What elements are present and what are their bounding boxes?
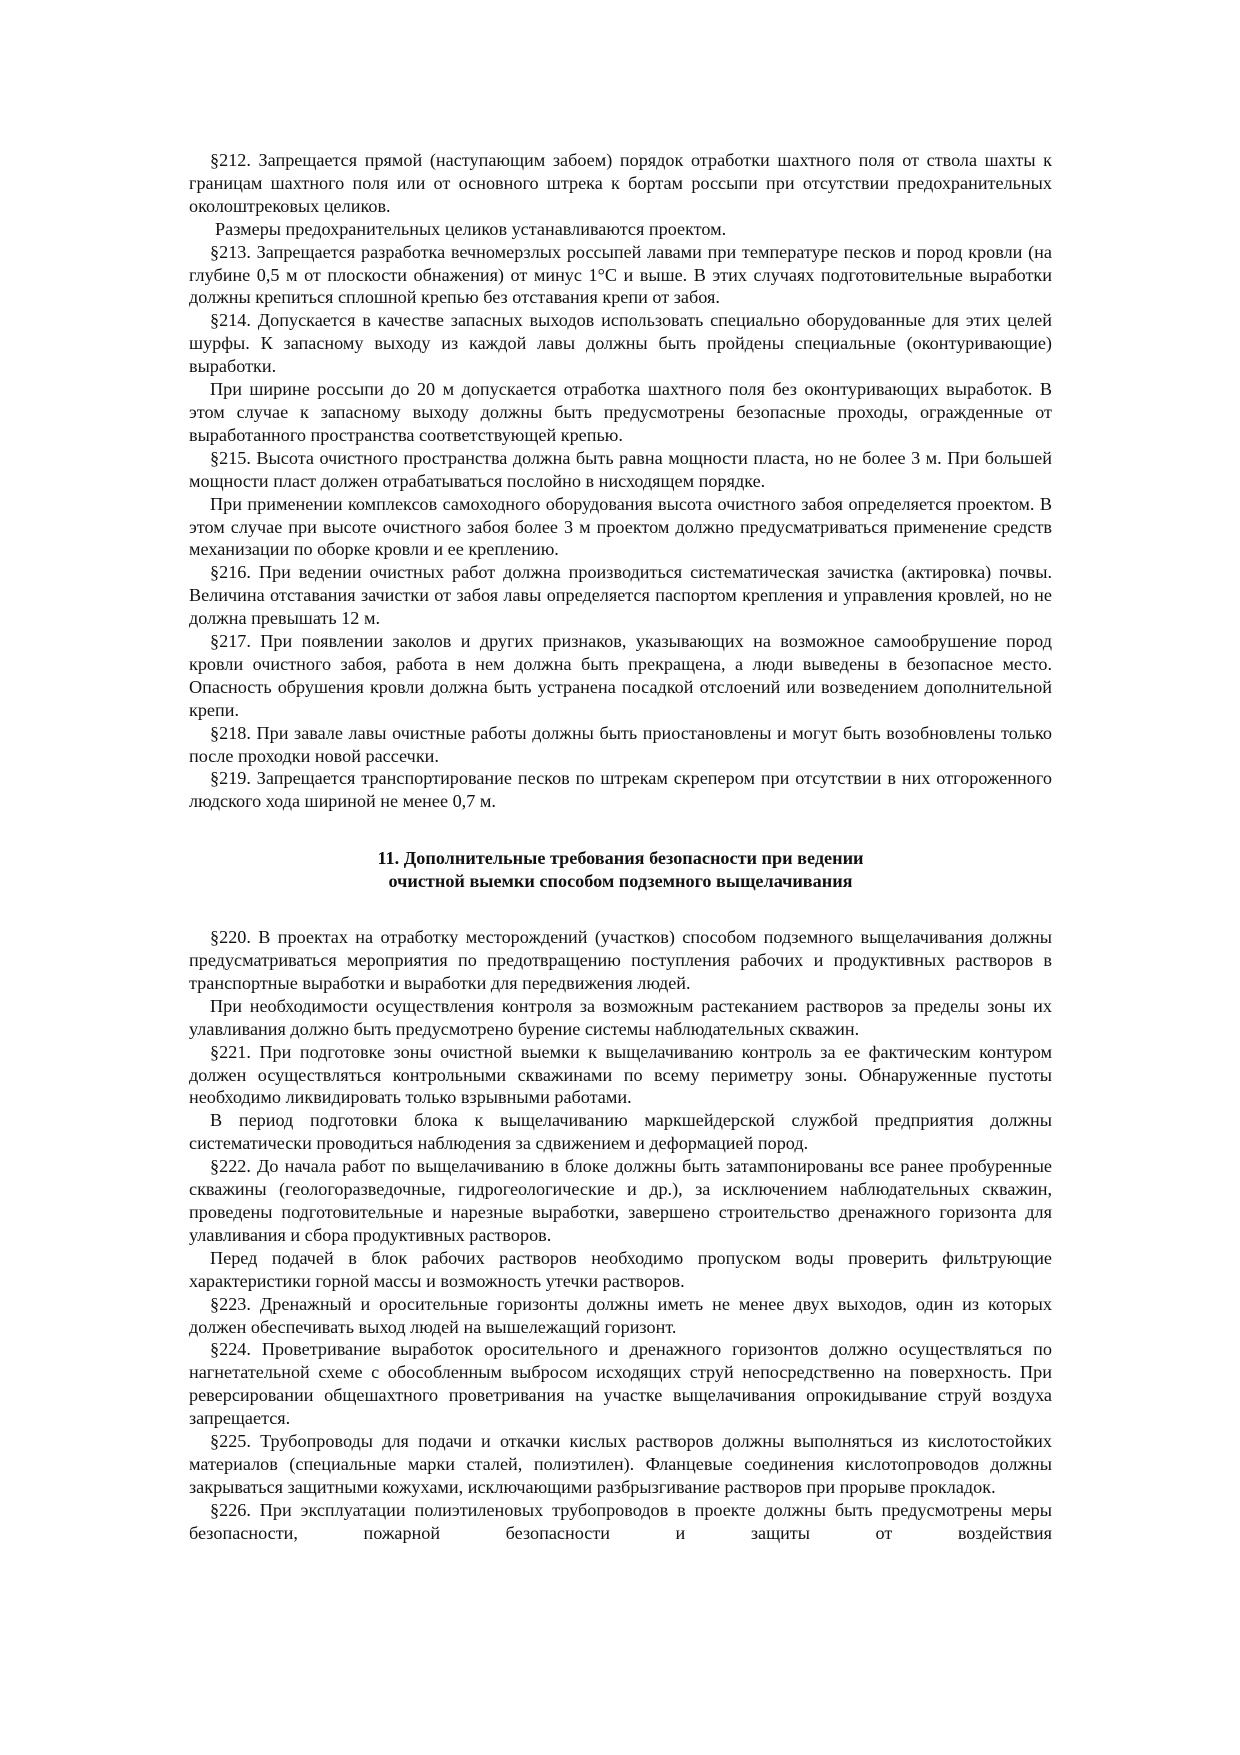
paragraph-223: §223. Дренажный и оросительные горизонты должны иметь не менее двух выходов, один из которых должен обеспечивать выход людей на вышележащий горизонт. [189,1293,1052,1337]
paragraph-222: §222. До начала работ по выщелачиванию в блоке должны быть затампонированы все ранее пробуренные скважины (геологоразведочные, гидрогеологические и др.), за исключением наблюдательных скважин, проведены подготовительные и нарезные выработки, завершено строительство дренажного горизонта для улавливания и сбора продуктивных растворов. [189,1156,1052,1245]
paragraph-226: §226. При эксплуатации полиэтиленовых трубопроводов в проекте должны быть предусмотрены меры безопасности, пожарной безопасности и защиты от воздействия [189,1499,1052,1543]
paragraph-212: §212. Запрещается прямой (наступающим забоем) порядок отработки шахтного поля от ствола шахты к границам шахтного поля или от основного штрека к бортам россыпи при отсутствии предохранительных околоштрековых целиков. [189,150,1052,216]
paragraph-222-note: Перед подачей в блок рабочих растворов необходимо пропуском воды проверить фильтрующие характеристики горной массы и возможность утечки растворов. [189,1247,1052,1291]
paragraph-220: §220. В проектах на отработку месторождений (участков) способом подземного выщелачивания должны предусматриваться мероприятия по предотвращению поступления рабочих и продуктивных растворов в транспортные выработки и выработки для передвижения людей. [189,927,1052,993]
paragraph-212-note: Размеры предохранительных целиков устанавливаются проектом. [215,218,727,239]
paragraph-220-note: При необходимости осуществления контроля за возможным растеканием растворов за пределы зоны их улавливания должно быть предусмотрено бурение системы наблюдательных скважин. [189,995,1052,1039]
paragraph-216: §216. При ведении очистных работ должна производиться систематическая зачистка (актировка) почвы. Величина отставания зачистки от забоя лавы определяется паспортом крепления и управления кровлей, но не должна превышать 12 м. [189,562,1052,629]
section-title [189,847,1052,893]
paragraph-217: §217. При появлении заколов и других признаков, указывающих на возможное самообрушение пород кровли очистного забоя, работа в нем должна быть прекращена, а люди выведены в безопасное место. Опасность обрушения кровли должна быть устранена посадкой отслоений или возведением дополнительной крепи. [189,631,1052,720]
section-title-line-1: 11. Дополнительные требования безопасности при ведении [377,848,864,869]
section-title-line-2: очистной выемки способом подземного выщелачивания [388,871,853,892]
paragraph-225: §225. Трубопроводы для подачи и откачки кислых растворов должны выполняться из кислотостойких материалов (специальные марки сталей, полиэтилен). Фланцевые соединения кислотопроводов должны закрываться защитными кожухами, исключающими разбрызгивание растворов при прорыве прокладок. [189,1431,1052,1497]
paragraph-214: §214. Допускается в качестве запасных выходов использовать специально оборудованные для этих целей шурфы. К запасному выходу из каждой лавы должны быть пройдены специальные (оконтуривающие) выработки. [189,310,1052,377]
paragraph-221-note: В период подготовки блока к выщелачиванию маркшейдерской службой предприятия должны систематически проводиться наблюдения за сдвижением и деформацией пород. [189,1110,1052,1154]
paragraph-218: §218. При завале лавы очистные работы должны быть приостановлены и могут быть возобновлены только после проходки новой рассечки. [189,722,1052,766]
paragraph-219: §219. Запрещается транспортирование песков по штрекам скрепером при отсутствии в них отгороженного людского хода шириной не менее 0,7 м. [189,768,1052,812]
paragraph-221: §221. При подготовке зоны очистной выемки к выщелачиванию контроль за ее фактическим контуром должен осуществляться контрольными скважинами по всему периметру зоны. Обнаруженные пустоты необходимо ликвидировать только взрывными работами. [189,1041,1052,1108]
paragraph-224: §224. Проветривание выработок оросительного и дренажного горизонтов должно осуществляться по нагнетательной схеме с обособленным выбросом исходящих струй непосредственно на поверхность. При реверсировании общешахтного проветривания на участке выщелачивания опрокидывание струй воздуха запрещается. [189,1339,1052,1429]
paragraph-215-note: При применении комплексов самоходного оборудования высота очистного забоя определяется проектом. В этом случае при высоте очистного забоя более 3 м проектом должно предусматриваться применение средств механизации по оборке кровли и ее креплению. [189,493,1052,560]
document-page [189,149,1052,1545]
paragraph-214-note: При ширине россыпи до 20 м допускается отработка шахтного поля без оконтуривающих выработок. В этом случае к запасному выходу должны быть предусмотрены безопасные проходы, огражденные от выработанного пространства соответствующей крепью. [189,379,1052,445]
paragraph-213: §213. Запрещается разработка вечномерзлых россыпей лавами при температуре песков и пород кровли (на глубине 0,5 м от плоскости обнажения) от минус 1°С и выше. В этих случаях подготовительные выработки должны крепиться сплошной крепью без отставания крепи от забоя. [189,241,1052,308]
paragraph-215: §215. Высота очистного пространства должна быть равна мощности пласта, но не более 3 м. При большей мощности пласт должен отрабатываться послойно в нисходящем порядке. [189,447,1052,491]
